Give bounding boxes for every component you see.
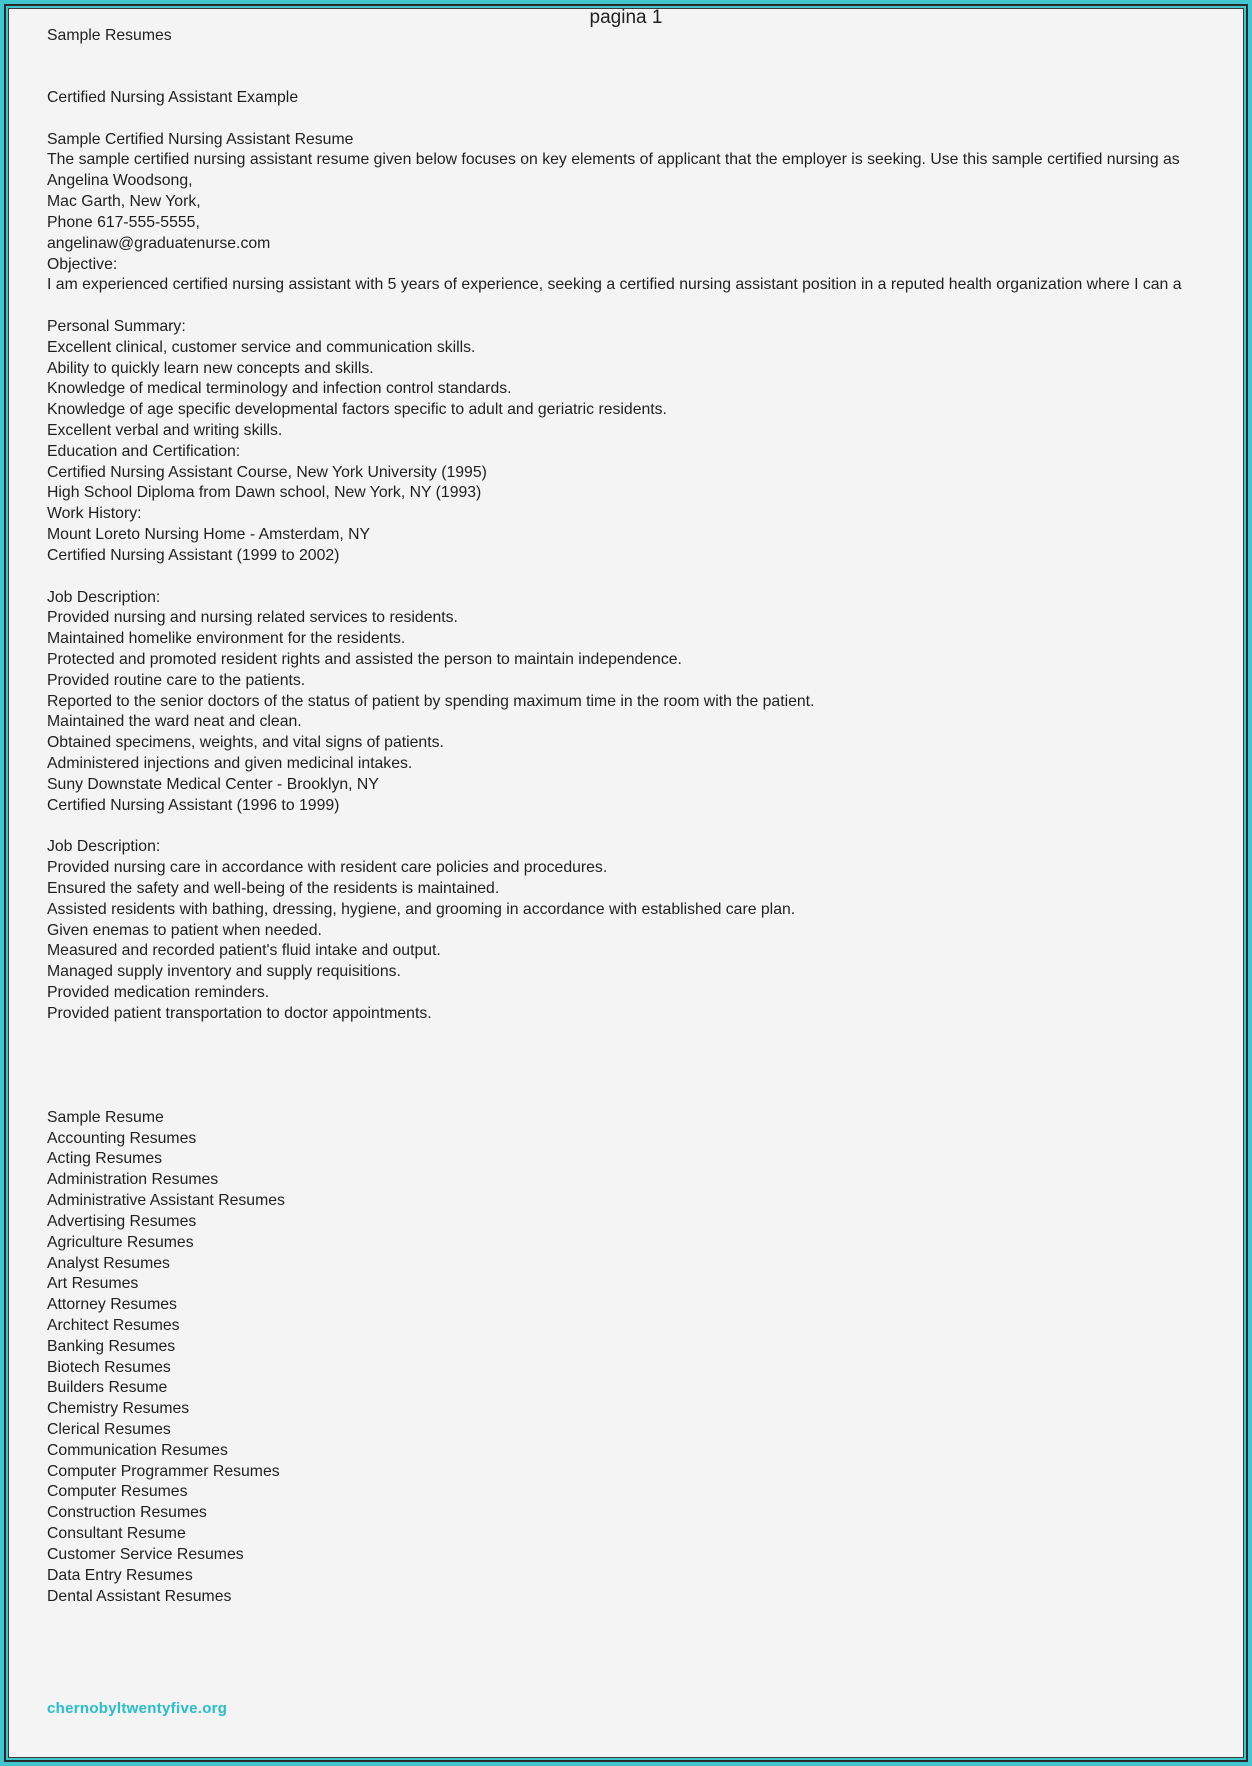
resume-text [47,26,1243,1608]
summary-heading: Personal Summary: [47,317,186,335]
job-duty: Managed supply inventory and supply requisitions. [47,963,401,981]
job-position: Certified Nursing Assistant (1999 to 2002) [47,546,340,564]
job-description-heading: Job Description: [47,838,161,856]
resume-index-item: Customer Service Resumes [47,1545,244,1563]
job-duty: Protected and promoted resident rights and assisted the person to maintain independence. [47,650,682,668]
job-duty: Administered injections and given medicinal intakes. [47,755,413,773]
job-duty: Maintained homelike environment for the residents. [47,630,406,648]
resume-index-item: Attorney Resumes [47,1296,177,1314]
resume-index-item: Art Resumes [47,1275,139,1293]
job-duty: Provided medication reminders. [47,983,270,1001]
resume-index-item: Agriculture Resumes [47,1233,194,1251]
page-label: pagina 1 [589,8,663,28]
objective-heading: Objective: [47,255,118,273]
resume-index-item: Biotech Resumes [47,1358,171,1376]
job-duty: Provided patient transportation to doctor appointments. [47,1004,432,1022]
resume-index-item: Advertising Resumes [47,1212,197,1230]
resume-index-item: Clerical Resumes [47,1421,171,1439]
resume-index-item: Computer Programmer Resumes [47,1462,280,1480]
job-employer: Suny Downstate Medical Center - Brooklyn, NY [47,775,379,793]
job-duty: Reported to the senior doctors of the status of patient by spending maximum time in the room with the patient. [47,692,815,710]
contact-email: angelinaw@graduatenurse.com [47,234,271,252]
summary-item: Knowledge of age specific developmental factors specific to adult and geriatric residents. [47,401,667,419]
resume-index-item: Administration Resumes [47,1171,219,1189]
resume-title: Sample Certified Nursing Assistant Resume [47,130,354,148]
job-description-heading: Job Description: [47,588,161,606]
resume-index-item: Construction Resumes [47,1504,207,1522]
job-duty: Given enemas to patient when needed. [47,921,322,939]
education-item: Certified Nursing Assistant Course, New York University (1995) [47,463,487,481]
resume-index-item: Data Entry Resumes [47,1566,193,1584]
resume-index-item: Architect Resumes [47,1316,180,1334]
summary-item: Excellent clinical, customer service and communication skills. [47,338,476,356]
summary-item: Knowledge of medical terminology and infection control standards. [47,380,512,398]
resume-index-item: Consultant Resume [47,1525,186,1543]
job-duty: Provided nursing and nursing related services to residents. [47,609,458,627]
objective-text: I am experienced certified nursing assistant with 5 years of experience, seeking a certified nursing assistant position in a reputed health organization where I can a [47,276,1182,294]
job-duty: Measured and recorded patient's fluid intake and output. [47,942,441,960]
summary-item: Ability to quickly learn new concepts and skills. [47,359,374,377]
contact-phone: Phone 617-555-5555, [47,213,200,231]
job-duty: Assisted residents with bathing, dressing, hygiene, and grooming in accordance with established care plan. [47,900,796,918]
job-duty: Provided routine care to the patients. [47,671,306,689]
resume-index-item: Chemistry Resumes [47,1400,190,1418]
resume-index-item: Communication Resumes [47,1441,228,1459]
document-page [8,8,1244,1758]
education-item: High School Diploma from Dawn school, New York, NY (1993) [47,484,482,502]
work-history-heading: Work History: [47,505,142,523]
summary-item: Excellent verbal and writing skills. [47,422,283,440]
job-employer: Mount Loreto Nursing Home - Amsterdam, NY [47,526,371,544]
resume-index-heading: Sample Resume [47,1108,164,1126]
example-title: Certified Nursing Assistant Example [47,89,299,107]
job-duty: Ensured the safety and well-being of the residents is maintained. [47,879,500,897]
resume-index-item: Computer Resumes [47,1483,188,1501]
job-duty: Provided nursing care in accordance with resident care policies and procedures. [47,859,608,877]
resume-index-item: Builders Resume [47,1379,168,1397]
resume-index-item: Acting Resumes [47,1150,163,1168]
intro-text: The sample certified nursing assistant resume given below focuses on key elements of applicant that the employer is seeking. Use this sample certified nursing as [47,151,1180,169]
resume-index-item: Administrative Assistant Resumes [47,1192,285,1210]
contact-address: Mac Garth, New York, [47,193,201,211]
contact-name: Angelina Woodsong, [47,172,193,190]
resume-index-item: Analyst Resumes [47,1254,170,1272]
resume-index-item: Accounting Resumes [47,1129,197,1147]
education-heading: Education and Certification: [47,442,241,460]
job-position: Certified Nursing Assistant (1996 to 1999) [47,796,340,814]
resume-index-item: Banking Resumes [47,1337,176,1355]
job-duty: Obtained specimens, weights, and vital signs of patients. [47,734,444,752]
watermark: chernobyltwentyfive.org [47,1700,228,1717]
job-duty: Maintained the ward neat and clean. [47,713,302,731]
site-heading: Sample Resumes [47,26,172,44]
resume-index-item: Dental Assistant Resumes [47,1587,232,1605]
